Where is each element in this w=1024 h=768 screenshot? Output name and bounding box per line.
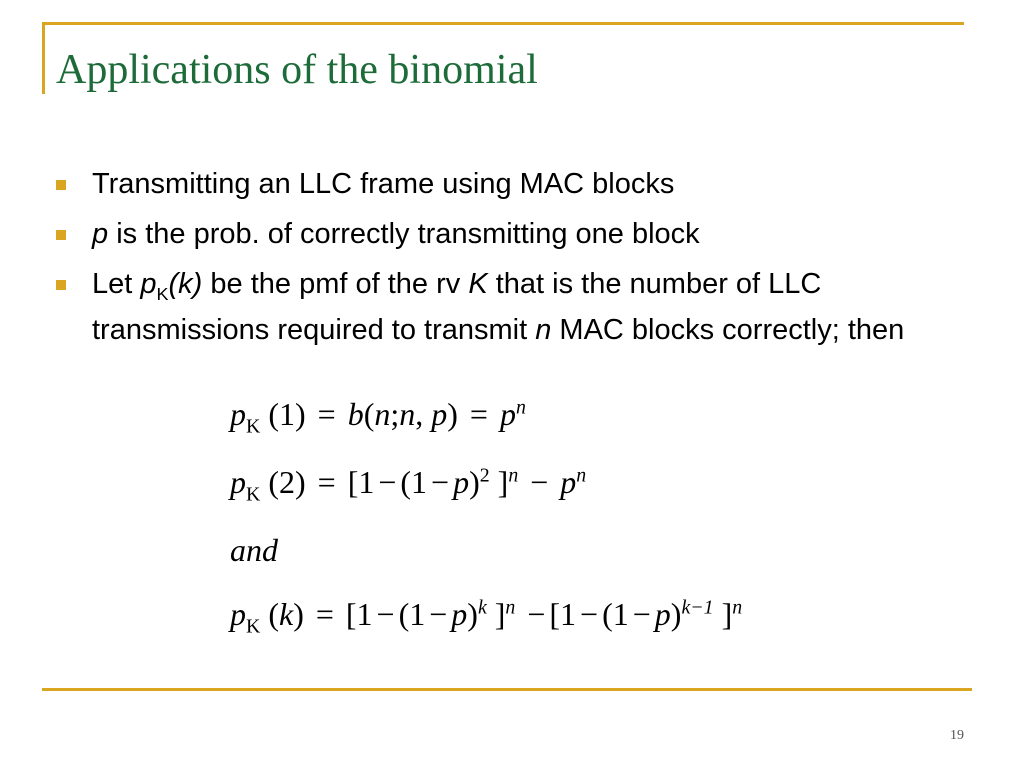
math-exponent: n xyxy=(576,464,587,487)
frame-top-line xyxy=(42,22,964,25)
math-operator: − xyxy=(527,596,546,632)
math-exponent: k xyxy=(477,596,487,619)
bullet-text: MAC blocks correctly; then xyxy=(551,313,905,346)
math-subscript: K xyxy=(246,615,261,638)
math-operator: − xyxy=(376,596,395,632)
equation-pk-1 xyxy=(230,394,526,438)
slide-title: Applications of the binomial xyxy=(56,47,538,93)
math-paren: ( xyxy=(363,396,375,432)
math-symbol: p xyxy=(453,464,470,500)
bullet-text: is the prob. of correctly transmitting one block xyxy=(108,218,700,250)
math-paren: (1 xyxy=(602,596,629,632)
math-bracket: [1 xyxy=(347,464,375,500)
variable-n: n xyxy=(535,313,552,346)
math-symbol: p xyxy=(230,464,246,500)
math-symbol: n xyxy=(374,396,391,432)
math-bracket: ] xyxy=(721,596,733,632)
page-number: 19 xyxy=(950,728,964,743)
math-separator: , xyxy=(415,396,424,432)
bullet-text: Transmitting an LLC frame using MAC blocks xyxy=(92,168,675,200)
math-exponent: 2 xyxy=(479,464,490,487)
math-symbol: p xyxy=(499,396,516,432)
math-subscript: K xyxy=(246,415,261,438)
math-operator: − xyxy=(431,464,450,500)
math-subscript: K xyxy=(246,483,261,506)
variable-p: p xyxy=(92,218,109,250)
math-symbol: p xyxy=(560,464,577,500)
math-operator: = xyxy=(315,596,334,632)
math-operator: − xyxy=(530,464,549,500)
math-bracket: ] xyxy=(494,596,506,632)
math-paren: (1 xyxy=(398,596,426,632)
math-symbol: p xyxy=(431,396,448,432)
math-paren: ) xyxy=(467,596,478,632)
math-exponent: n xyxy=(515,396,526,419)
bullet-text: be the pmf of the rv xyxy=(202,268,469,300)
math-exponent: n xyxy=(732,596,743,619)
square-bullet-icon xyxy=(56,280,66,290)
bullet-item xyxy=(56,166,976,202)
connector-text: and xyxy=(230,532,278,568)
math-paren: (1 xyxy=(400,464,428,500)
variable-k: K xyxy=(468,268,488,300)
frame-left-line xyxy=(42,22,45,94)
square-bullet-icon xyxy=(56,230,66,240)
math-operator: − xyxy=(632,596,651,632)
math-paren: ) xyxy=(293,596,304,632)
math-operator: = xyxy=(317,396,336,432)
math-operator: − xyxy=(378,464,397,500)
math-operator: = xyxy=(469,396,488,432)
math-exponent: n xyxy=(508,464,519,487)
math-exponent: k−1 xyxy=(681,596,714,619)
math-operator: = xyxy=(317,464,336,500)
bullet-text: Let xyxy=(92,268,141,300)
math-symbol: p xyxy=(654,596,671,632)
math-argument: (2) xyxy=(268,464,306,500)
square-bullet-icon xyxy=(56,180,66,190)
equation-pk-k xyxy=(230,594,743,638)
footer-divider-line xyxy=(42,688,972,691)
math-symbol: b xyxy=(347,396,364,432)
math-symbol: p xyxy=(230,596,246,632)
bullet-item xyxy=(56,266,976,348)
variable-p: p xyxy=(140,268,157,300)
math-argument: (1) xyxy=(268,396,306,432)
math-bracket: [1 xyxy=(549,596,577,632)
argument-k: (k) xyxy=(168,268,203,300)
math-paren: ) xyxy=(469,464,480,500)
math-symbol: p xyxy=(230,396,246,432)
math-symbol: p xyxy=(451,596,468,632)
math-bracket: [1 xyxy=(345,596,373,632)
math-exponent: n xyxy=(505,596,516,619)
math-paren: ) xyxy=(447,396,458,432)
math-paren: ) xyxy=(670,596,682,632)
equation-pk-2 xyxy=(230,462,587,506)
math-operator: − xyxy=(429,596,448,632)
math-separator: ; xyxy=(390,396,400,432)
bullet-list xyxy=(56,166,976,348)
math-operator: − xyxy=(580,596,599,632)
bullet-item xyxy=(56,216,976,252)
bullet-text: that is the number of LLC transmissions required to transmit xyxy=(92,268,822,346)
subscript-k: K xyxy=(156,283,169,304)
math-paren: ( xyxy=(268,596,279,632)
equation-connector xyxy=(230,530,278,570)
math-symbol: k xyxy=(278,596,294,632)
math-bracket: ] xyxy=(497,464,509,500)
math-symbol: n xyxy=(399,396,416,432)
